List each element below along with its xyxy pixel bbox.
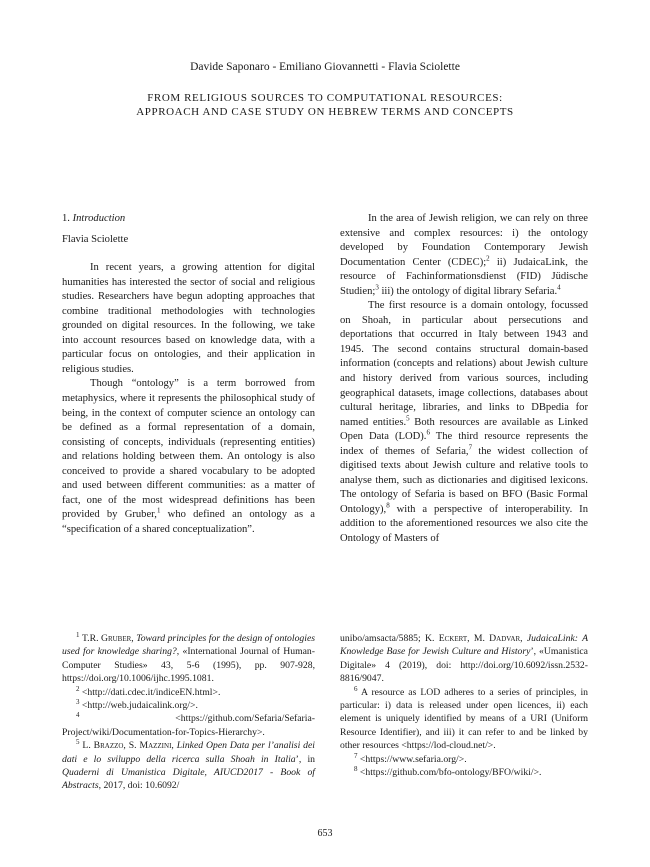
footnote-continuation: unibo/amsacta/5885; K. Eckert, M. Dadvar, JudaicaLink: A Knowledge Base for Jewish Culture and History’, «Umanistica Digitale» 4 (2019), doi: http://doi.org/10.6092/issn.2532-8816/9047.	[340, 633, 588, 685]
footnotes-left	[62, 632, 315, 793]
footnote: $^2$ <http://dati.cdec.it/indiceEN.html>.	[76, 684, 221, 698]
paper-title	[0, 91, 650, 119]
footnote-ref: 7	[468, 443, 473, 452]
title-line-2: APPROACH AND CASE STUDY ON HEBREW TERMS AND CONCEPTS	[136, 106, 514, 118]
right-column	[340, 212, 588, 547]
footnote: $^6$ A resource as LOD adheres to a series of principles, in particular: i) data is released under open licences, ii) each element is uniquely identified by means of a URI (Uniform Resource Identifier), and iii) it can refer to and be linked by other resources <https://lod-cloud.net/>.	[340, 684, 589, 752]
section-title: Introduction	[72, 213, 126, 224]
paper-authors: Davide Saponaro - Emiliano Giovannetti - Flavia Sciolette	[190, 61, 460, 73]
footnote: $^5$ L. Brazzo, S. Mazzini, Linked Open Data per l’analisi dei dati e lo sviluppo della ricerca sulla Shoah in Italia’, in Quaderni di Umanistica Digitale, AIUCD2017 - Book of Abstracts, 2017, doi: 10.6092/	[62, 738, 315, 792]
paragraph: In recent years, a growing attention for digital humanities has interested the sector of social and religious studies. Researchers have begun adopting approaches that combine traditional methodologies with technologies grounded on digital resources. In the following, we take into account resources based on knowledge data, with a particular focus on ontologies, and their application in religious studies.	[62, 262, 315, 375]
paragraph: In the area of Jewish religion, we can rely on three extensive and complex resources: i) the ontology developed by Foundation Contemporary Jewish Documentation Center (CDEC);$^2$ ii) JudaicaLink, the resource of Fachinformationsdienst (FID) Jüdische Studien;$^3$ iii) the ontology of digital library Sefaria.$^4$	[340, 213, 588, 297]
footnote-ref: 1	[156, 506, 161, 515]
section-author: Flavia Sciolette	[62, 233, 129, 245]
page-number: 653	[317, 828, 333, 839]
title-line-1: FROM RELIGIOUS SOURCES TO COMPUTATIONAL RESOURCES:	[147, 92, 503, 104]
footnote-ref: 5	[406, 414, 410, 423]
footnotes-right	[340, 632, 588, 779]
footnote-link[interactable]: <http://dati.cdec.it/indiceEN.html>.	[81, 686, 221, 698]
footnote-ref: 8	[386, 501, 390, 510]
footnote-ref: 4	[557, 283, 561, 292]
footnote-link[interactable]: <http://web.judaicalink.org/>.	[81, 700, 198, 712]
footnote-ref: 3	[375, 283, 379, 292]
footnote: $^8$ <https://github.com/bfo-ontology/BFO/wiki/>.	[354, 764, 542, 779]
section-number: 1.	[62, 213, 70, 224]
footnote-link[interactable]: <https://github.com/bfo-ontology/BFO/wiki/>.	[359, 767, 542, 779]
footnote: $^1$ T.R. Gruber, Toward principles for the design of ontologies used for knowledge sharing?, «International Journal of Human-Computer Studies» 43, 5-6 (1995), pp. 907-928, https://doi.org/10.1006/ijhc.1995.1081.	[62, 630, 316, 685]
left-column	[62, 212, 315, 537]
footnote: $^3$ <http://web.judaicalink.org/>.	[76, 697, 198, 712]
footnote-link[interactable]: <https://www.sefaria.org/>.	[359, 753, 467, 765]
paragraph: The first resource is a domain ontology, focussed on Shoah, in particular about persecutions and deportations that occurred in Italy between 1943 and 1945. The second contains structural domain-based information (concepts and relations) about Jewish culture and history derived from various sources, including geographical datasets, image collections, databases about cultural heritage, libraries, and links to DBpedia for named entities.$^5$ Both resources are available as Linked Open Data (LOD).$^6$ The third resource represents the index of themes of Sefaria,$^7$ the widest collection of digitised texts about Jewish culture and relative tools to analyse them, such as dictionaries and digitised lexicons. The ontology of Sefaria is based on BFO (Basic Formal Ontology),$^8$ with a perspective of interoperability. In addition to the aforementioned resources we also cite the Ontology of Masters of	[340, 300, 589, 545]
paragraph: Though “ontology” is a term borrowed from metaphysics, where it represents the philosophical study of being, in the context of computer science an ontology can be defined as a formal representation of a domain, consisting of concepts, individuals (representing entities) and relations holding between them. An ontology is also conceived to provide a shared vocabulary to be adopted and used between different communities: as a matter of fact, one of the most widespread definitions has been provided by Gruber,$^1$ who defined an ontology as a “specification of a shared conceptualization”.	[62, 378, 315, 535]
footnote-ref: 2	[486, 254, 490, 263]
footnote-ref: 6	[426, 428, 430, 437]
footnote: $^7$ <https://www.sefaria.org/>.	[354, 751, 467, 765]
footnote: $^4$ <https://github.com/Sefaria/Sefaria-Project/wiki/Documentation-for-Topics-Hierarchy>.	[62, 711, 315, 738]
footnote-link[interactable]: <https://github.com/Sefaria/Sefaria-Project/wiki/Documentation-for-Topics-Hierarchy>.	[62, 713, 315, 738]
section-heading	[62, 212, 315, 227]
